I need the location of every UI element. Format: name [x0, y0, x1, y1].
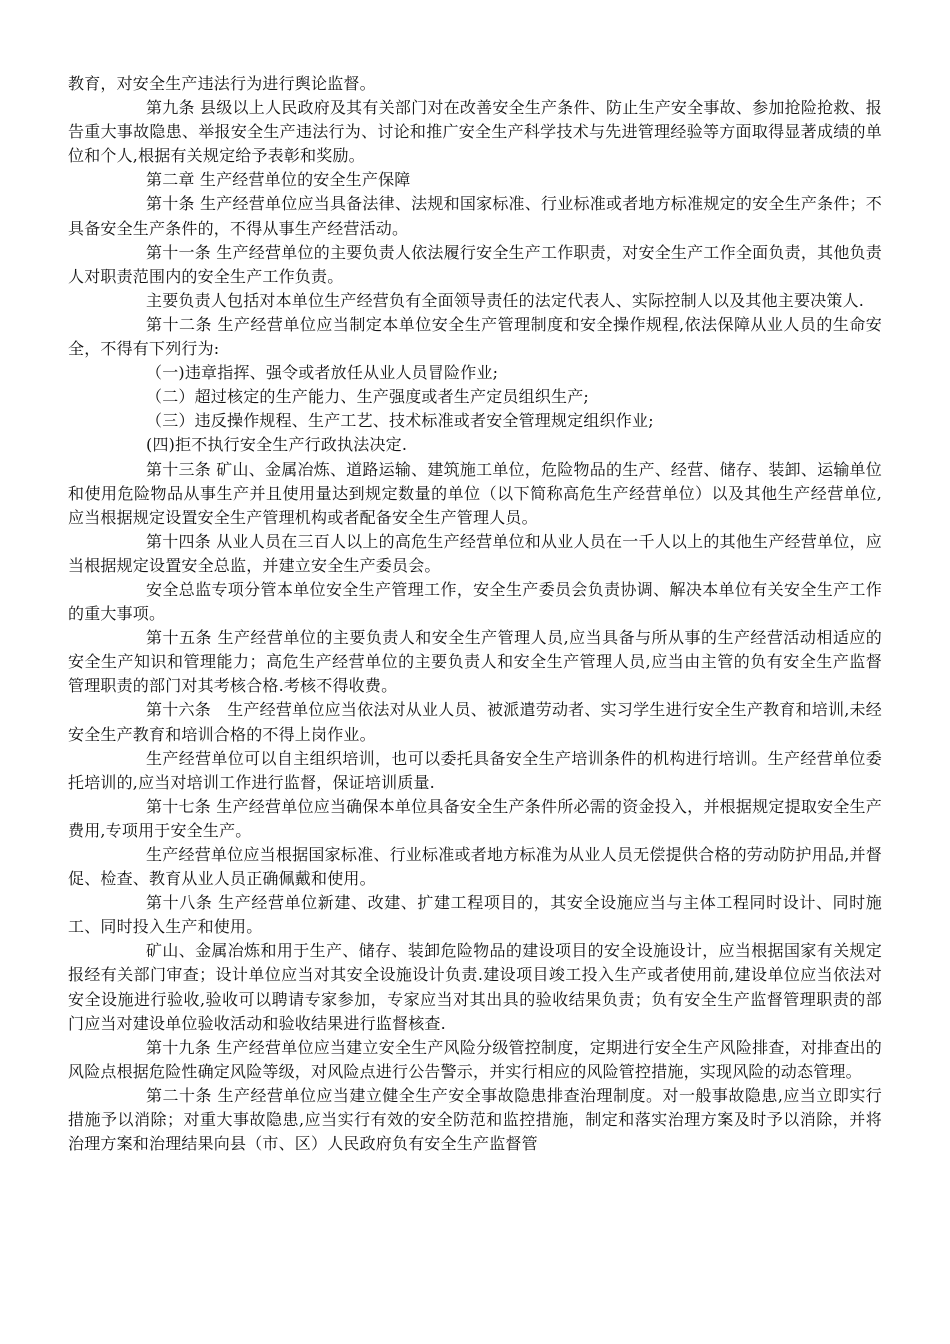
- paragraph: 第十四条 从业人员在三百人以上的高危生产经营单位和从业人员在一千人以上的其他生产经营单位，应当根据规定设置安全总监，并建立安全生产委员会。: [68, 531, 882, 575]
- paragraph: 第十九条 生产经营单位应当建立安全生产风险分级管控制度，定期进行安全生产风险排查，对排查出的风险点根据危险性确定风险等级，对风险点进行公告警示，并实行相应的风险管控措施，实现风险的动态管理。: [68, 1037, 882, 1081]
- paragraph: 第十二条 生产经营单位应当制定本单位安全生产管理制度和安全操作规程,依法保障从业人员的生命安全，不得有下列行为:: [68, 314, 882, 359]
- paragraph: 第十六条 生产经营单位应当依法对从业人员、被派遣劳动者、实习学生进行安全生产教育和培训,未经安全生产教育和培训合格的不得上岗作业。: [68, 700, 882, 744]
- list-item: （一)违章指挥、强令或者放任从业人员冒险作业;: [146, 363, 499, 383]
- document-page: [68, 72, 882, 1156]
- paragraph: 生产经营单位可以自主组织培训，也可以委托具备安全生产培训条件的机构进行培训。生产经营单位委托培训的,应当对培训工作进行监督，保证培训质量.: [68, 748, 882, 792]
- paragraph: 第九条 县级以上人民政府及其有关部门对在改善安全生产条件、防止生产安全事故、参加抢险抢救、报告重大事故隐患、举报安全生产违法行为、讨论和推广安全生产科学技术与先进管理经验等方面取得显著成绩的单位和个人,根据有关规定给予表彰和奖励。: [68, 98, 882, 166]
- paragraph: 第十条 生产经营单位应当具备法律、法规和国家标准、行业标准或者地方标准规定的安全生产条件；不具备安全生产条件的，不得从事生产经营活动。: [68, 194, 882, 238]
- paragraph: 第十三条 矿山、金属冶炼、道路运输、建筑施工单位，危险物品的生产、经营、储存、装卸、运输单位和使用危险物品从事生产并且使用量达到规定数量的单位（以下简称高危生产经营单位）以及其他生产经营单位,应当根据规定设置安全生产管理机构或者配备安全生产管理人员。: [68, 459, 882, 527]
- paragraph: 第二十条 生产经营单位应当建立健全生产安全事故隐患排查治理制度。对一般事故隐患,应当立即实行措施予以消除；对重大事故隐患,应当实行有效的安全防范和监控措施，制定和落实治理方案及时予以消除，并将治理方案和治理结果向县（市、区）人民政府负有安全生产监督管: [68, 1085, 882, 1154]
- paragraph: 第十五条 生产经营单位的主要负责人和安全生产管理人员,应当具备与所从事的生产经营活动相适应的安全生产知识和管理能力；高危生产经营单位的主要负责人和安全生产管理人员,应当由主管的负有安全生产监督管理职责的部门对其考核合格.考核不得收费。: [68, 628, 882, 696]
- list-item: (四)拒不执行安全生产行政执法决定.: [146, 435, 408, 455]
- paragraph: 主要负责人包括对本单位生产经营负有全面领导责任的法定代表人、实际控制人以及其他主要决策人.: [146, 290, 865, 310]
- paragraph: 第十八条 生产经营单位新建、改建、扩建工程项目的，其安全设施应当与主体工程同时设计、同时施工、同时投入生产和使用。: [68, 893, 882, 937]
- paragraph: 矿山、金属冶炼和用于生产、储存、装卸危险物品的建设项目的安全设施设计，应当根据国家有关规定报经有关部门审查；设计单位应当对其安全设施设计负责.建设项目竣工投入生产或者使用前,建设单位应当依法对安全设施进行验收,验收可以聘请专家参加，专家应当对其出具的验收结果负责；负有安全生产监督管理职责的部门应当对建设单位验收活动和验收结果进行监督核查.: [68, 941, 882, 1033]
- paragraph: 安全总监专项分管本单位安全生产管理工作，安全生产委员会负责协调、解决本单位有关安全生产工作的重大事项。: [68, 579, 882, 624]
- list-item: （二）超过核定的生产能力、生产强度或者生产定员组织生产;: [146, 387, 589, 407]
- list-item: （三）违反操作规程、生产工艺、技术标准或者安全管理规定组织作业;: [146, 411, 654, 431]
- paragraph: 第十一条 生产经营单位的主要负责人依法履行安全生产工作职责，对安全生产工作全面负责，其他负责人对职责范围内的安全生产工作负责。: [68, 242, 882, 286]
- paragraph: 第十七条 生产经营单位应当确保本单位具备安全生产条件所必需的资金投入，并根据规定提取安全生产费用,专项用于安全生产。: [68, 796, 882, 840]
- paragraph: 教育，对安全生产违法行为进行舆论监督。: [68, 74, 376, 93]
- paragraph: 生产经营单位应当根据国家标准、行业标准或者地方标准为从业人员无偿提供合格的劳动防护用品,并督促、检查、教育从业人员正确佩戴和使用。: [68, 845, 882, 889]
- paragraph: 第二章 生产经营单位的安全生产保障: [146, 170, 411, 190]
